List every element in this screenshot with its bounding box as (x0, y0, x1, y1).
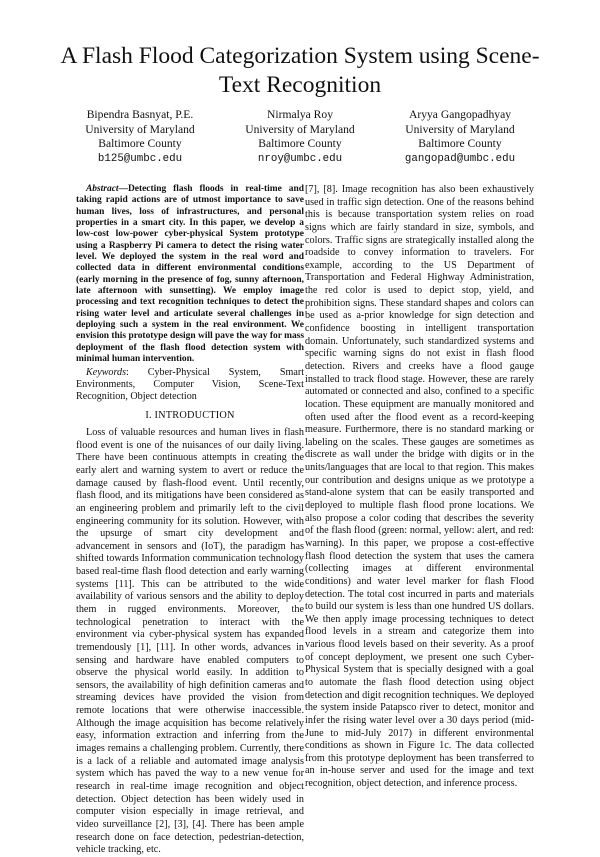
abstract (76, 184, 304, 366)
author-affiliation: Baltimore County (258, 137, 342, 151)
keywords-label: Keywords (86, 366, 127, 378)
author-affiliation: University of Maryland (245, 122, 355, 136)
author-2 (220, 108, 380, 166)
author-email: b125@umbc.edu (97, 152, 183, 165)
left-column (76, 184, 304, 857)
author-email: gangopad@umbc.edu (404, 152, 516, 165)
author-affiliation: University of Maryland (405, 122, 515, 136)
author-name: Aryya Gangopadhyay (408, 108, 512, 121)
abstract-text: —Detecting flash floods in real-time and taking rapid actions are of utmost importance to save human lives, loss of infrastructures, and personal properties in a smart city. In this paper, we develop a low-cost low-power cyber-physical System prototype using a Raspberry Pi camera to detect the rising water level. We deployed the system in the real word and collected data in different environmental conditions (early morning in the presence of fog, sunny afternoon, late afternoon with sunsetting). We employ image processing and text recognition techniques to detect the rising water level and articulate several challenges in deploying such a system in the real environment. We envision this prototype design will pave the way for mass deployment of the flash flood detection system with minimal human intervention. (76, 184, 305, 365)
keywords (76, 367, 304, 404)
paper-title: A Flash Flood Categorization System using Scene-Text Recognition (60, 43, 540, 98)
introduction-continued-paragraph: [7], [8]. Image recognition has also been exhaustively used in traffic sign detection. One of the reasons behind this is because transportation system relies on road signs which are fairly standard in size, symbols, and colors. Traffic signs are strategically installed along the roadside to convey information to travelers. For example, according to the US Department of Transportation and Federal Highway Administration, the red color is used to depict stop, yield, and prohibition signs. These standard shapes and colors can be used as a-prior knowledge for sign detection and confidence boosting in intelligent transportation domain. Unfortunately, such standardized systems and specific warning signs do not exist in flash flood detection. Rivers and creeks have a flood gauge installed to track flood stage. However, these are rarely automated or connected and also, confined to a specific location. These equipment are manually monitored and often used after the flood event as a record-keeping measure. Furthermore, there is no standard marking or labeling on the scales. These gauges are sometimes as discrete as wall under the bridge with digits or in the units/languages that are local to that region. This makes our contribution and designs unique as we prototype a stand-alone system that can be easily transported and deployed to multiple flash flood prone locations. We also propose a color coding that describes the severity of the flash flood (green: normal, yellow: alert, and red: warning). In this paper, we propose a cost-effective flash flood detection the system that uses the camera (collecting images at different environmental conditions) and water level marker for flash Flood detection. The total cost incurred in parts and materials to build our system is less than one hundred US dollars. We then apply image processing techniques to detect flood levels in a stream and categorize them into various flood levels based on their severity. As a proof of concept deployment, we present one such Cyber-Physical System that is specially designed with a goal to automate the flash flood detection using object detection and digit recognition techniques. We deployed the system inside Patapsco river to detect, monitor and infer the rising water level over a 30 days period (mid-June to mid-July 2017) in different environmental conditions as shown in Figure 1c. The data collected from this prototype deployment has been transferred to an in-house server and used for the image and text recognition, object detection, and inference process. (305, 184, 534, 790)
section-heading-introduction: I. INTRODUCTION (145, 410, 235, 422)
abstract-label: Abstract (86, 184, 119, 194)
author-name: Bipendra Basnyat, P.E. (86, 108, 194, 121)
author-affiliation: Baltimore County (418, 137, 502, 151)
author-affiliation: Baltimore County (98, 137, 182, 151)
author-block (60, 108, 540, 166)
author-affiliation: University of Maryland (85, 122, 195, 136)
keywords-text: : Cyber-Physical System, Smart Environments, Computer Vision, Scene-Text Recognition, Object detection (76, 366, 304, 403)
introduction-paragraph: Loss of valuable resources and human lives in flash flood event is one of the nuisances of our daily living. There have been continuous attempts in creating the early alert and warning system to avert or reduce the damage caused by flash-flood event. Until recently, flash flood, and its mitigations have been considered as an engineering problem and primarily left to the civil engineering community for its solution. However, with the upsurge of smart city development and advancement in sensors and (IoT), the paradigm has shifted towards Information communication technology based real-time flash flood detection and early warning systems [11]. This can be attributed to the wide availability of various sensors and the ability to deploy them in rugged environments. Moreover, the technological penetration to interact with the environment via cyber-physical system has expanded tremendously [1], [11]. In other words, advances in sensing and hardware have enabled computers to observe the physical world easily. In addition to sensors, the availability of high definition cameras and streaming devices have provided the vision from remote locations that were otherwise inaccessible. Although the image acquisition has become relatively easy, information extraction and inferring from the images remains a challenging problem. Currently, there is a lack of a reliable and automated image analysis system which has paved the way to a new venue for research in real-time image recognition and object detection. Object detection has been widely used in computer vision especially in image retrieval, and video surveillance [2], [3], [4]. There has been ample research done on face detection, pedestrian-detection, vehicle tracking, etc. (76, 427, 304, 856)
right-column (305, 184, 534, 791)
author-3 (380, 108, 540, 166)
author-email: nroy@umbc.edu (257, 152, 343, 165)
author-name: Nirmalya Roy (266, 108, 333, 121)
author-1 (60, 108, 220, 166)
